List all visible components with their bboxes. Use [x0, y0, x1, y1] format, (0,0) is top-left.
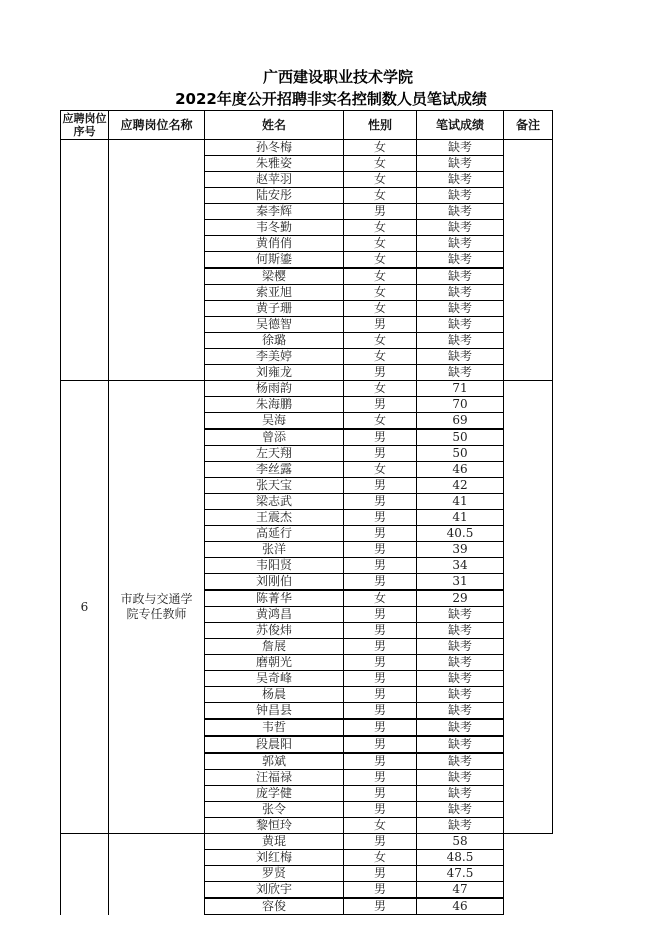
gender-cell: 男 — [344, 204, 417, 220]
name-cell: 容俊 — [205, 898, 344, 915]
header-remark: 备注 — [504, 111, 553, 140]
gender-cell: 女 — [344, 285, 417, 301]
table-header-row — [61, 111, 553, 140]
gender-cell: 男 — [344, 898, 417, 915]
name-cell: 刘红梅 — [205, 850, 344, 866]
score-cell: 缺考 — [417, 719, 504, 736]
score-cell: 缺考 — [417, 753, 504, 770]
score-cell: 缺考 — [417, 818, 504, 834]
gender-cell: 女 — [344, 349, 417, 365]
gender-cell: 男 — [344, 574, 417, 591]
gender-cell: 男 — [344, 397, 417, 413]
score-cell: 41 — [417, 494, 504, 510]
name-cell: 朱海鹏 — [205, 397, 344, 413]
score-cell: 47.5 — [417, 866, 504, 882]
name-cell: 朱雅姿 — [205, 156, 344, 172]
score-cell: 缺考 — [417, 252, 504, 269]
name-cell: 李丝露 — [205, 462, 344, 478]
gender-cell: 女 — [344, 268, 417, 285]
name-cell: 韦阳贤 — [205, 558, 344, 574]
gender-cell: 女 — [344, 301, 417, 317]
name-cell: 刘雍龙 — [205, 365, 344, 381]
table-row — [61, 381, 553, 397]
gender-cell: 男 — [344, 655, 417, 671]
remark-cell — [504, 834, 553, 915]
name-cell: 秦李辉 — [205, 204, 344, 220]
header-name: 姓名 — [205, 111, 344, 140]
score-cell: 缺考 — [417, 236, 504, 252]
score-cell: 46 — [417, 898, 504, 915]
table-body — [61, 140, 553, 915]
name-cell: 梁樱 — [205, 268, 344, 285]
gender-cell: 女 — [344, 220, 417, 236]
score-table — [60, 110, 553, 915]
score-cell: 缺考 — [417, 204, 504, 220]
name-cell: 詹展 — [205, 639, 344, 655]
gender-cell: 男 — [344, 639, 417, 655]
gender-cell: 女 — [344, 850, 417, 866]
gender-cell: 男 — [344, 317, 417, 333]
gender-cell: 男 — [344, 429, 417, 446]
name-cell: 黎恒玲 — [205, 818, 344, 834]
gender-cell: 男 — [344, 671, 417, 687]
name-cell: 张洋 — [205, 542, 344, 558]
score-cell: 缺考 — [417, 333, 504, 349]
gender-cell: 女 — [344, 381, 417, 397]
score-cell: 48.5 — [417, 850, 504, 866]
name-cell: 罗贤 — [205, 866, 344, 882]
gender-cell: 男 — [344, 494, 417, 510]
gender-cell: 男 — [344, 703, 417, 720]
name-cell: 黄鸿昌 — [205, 607, 344, 623]
score-cell: 42 — [417, 478, 504, 494]
document-title: 广西建设职业技术学院 — [262, 68, 413, 86]
gender-cell: 男 — [344, 558, 417, 574]
name-cell: 陆安彤 — [205, 188, 344, 204]
gender-cell: 女 — [344, 462, 417, 478]
score-cell: 50 — [417, 429, 504, 446]
gender-cell: 男 — [344, 834, 417, 850]
name-cell: 汪福禄 — [205, 770, 344, 786]
gender-cell: 女 — [344, 413, 417, 430]
name-cell: 吴奇峰 — [205, 671, 344, 687]
gender-cell: 男 — [344, 478, 417, 494]
name-cell: 苏俊炜 — [205, 623, 344, 639]
score-cell: 58 — [417, 834, 504, 850]
gender-cell: 男 — [344, 719, 417, 736]
name-cell: 郭斌 — [205, 753, 344, 770]
score-cell: 41 — [417, 510, 504, 526]
score-cell: 缺考 — [417, 172, 504, 188]
gender-cell: 女 — [344, 172, 417, 188]
name-cell: 何斯鎏 — [205, 252, 344, 269]
score-cell: 缺考 — [417, 188, 504, 204]
score-cell: 缺考 — [417, 268, 504, 285]
score-cell: 47 — [417, 882, 504, 899]
gender-cell: 女 — [344, 818, 417, 834]
gender-cell: 男 — [344, 446, 417, 462]
name-cell: 杨晨 — [205, 687, 344, 703]
position-name-cell — [109, 140, 205, 381]
gender-cell: 男 — [344, 736, 417, 753]
name-cell: 高延行 — [205, 526, 344, 542]
gender-cell: 男 — [344, 786, 417, 802]
name-cell: 韦哲 — [205, 719, 344, 736]
score-cell: 缺考 — [417, 349, 504, 365]
score-cell: 缺考 — [417, 285, 504, 301]
score-cell: 34 — [417, 558, 504, 574]
gender-cell: 女 — [344, 252, 417, 269]
header-gender: 性别 — [344, 111, 417, 140]
score-cell: 缺考 — [417, 140, 504, 156]
name-cell: 钟昌县 — [205, 703, 344, 720]
name-cell: 陈菁华 — [205, 590, 344, 607]
name-cell: 黄琨 — [205, 834, 344, 850]
header-position-no: 应聘岗位序号 — [62, 112, 107, 138]
gender-cell: 女 — [344, 188, 417, 204]
name-cell: 张天宝 — [205, 478, 344, 494]
gender-cell: 男 — [344, 526, 417, 542]
gender-cell: 男 — [344, 882, 417, 899]
score-cell: 缺考 — [417, 607, 504, 623]
document-subtitle: 2022年度公开招聘非实名控制数人员笔试成绩 — [175, 90, 487, 108]
name-cell: 孙冬梅 — [205, 140, 344, 156]
score-cell: 29 — [417, 590, 504, 607]
name-cell: 左天翔 — [205, 446, 344, 462]
score-cell: 40.5 — [417, 526, 504, 542]
name-cell: 庞学健 — [205, 786, 344, 802]
position-no-cell — [61, 834, 109, 915]
score-cell: 缺考 — [417, 220, 504, 236]
name-cell: 曾添 — [205, 429, 344, 446]
score-cell: 缺考 — [417, 655, 504, 671]
score-cell: 缺考 — [417, 703, 504, 720]
name-cell: 索亚旭 — [205, 285, 344, 301]
score-cell: 46 — [417, 462, 504, 478]
score-cell: 缺考 — [417, 623, 504, 639]
table-row — [61, 140, 553, 156]
name-cell: 张令 — [205, 802, 344, 818]
gender-cell: 男 — [344, 866, 417, 882]
score-cell: 69 — [417, 413, 504, 430]
header-score: 笔试成绩 — [417, 111, 504, 140]
gender-cell: 男 — [344, 753, 417, 770]
gender-cell: 女 — [344, 140, 417, 156]
name-cell: 黄俏俏 — [205, 236, 344, 252]
name-cell: 吴德智 — [205, 317, 344, 333]
gender-cell: 女 — [344, 236, 417, 252]
name-cell: 杨雨韵 — [205, 381, 344, 397]
name-cell: 刘刚伯 — [205, 574, 344, 591]
position-no-cell: 6 — [61, 381, 109, 834]
name-cell: 吴海 — [205, 413, 344, 430]
gender-cell: 男 — [344, 510, 417, 526]
name-cell: 李美婷 — [205, 349, 344, 365]
gender-cell: 男 — [344, 607, 417, 623]
name-cell: 刘欣宇 — [205, 882, 344, 899]
gender-cell: 男 — [344, 623, 417, 639]
score-cell: 缺考 — [417, 671, 504, 687]
name-cell: 韦冬勤 — [205, 220, 344, 236]
name-cell: 赵苹羽 — [205, 172, 344, 188]
name-cell: 徐璐 — [205, 333, 344, 349]
score-cell: 缺考 — [417, 365, 504, 381]
gender-cell: 男 — [344, 542, 417, 558]
score-cell: 70 — [417, 397, 504, 413]
gender-cell: 女 — [344, 333, 417, 349]
table-row — [61, 834, 553, 850]
name-cell: 黄子珊 — [205, 301, 344, 317]
score-cell: 缺考 — [417, 770, 504, 786]
score-cell: 缺考 — [417, 802, 504, 818]
remark-cell — [504, 381, 553, 834]
score-cell: 缺考 — [417, 639, 504, 655]
position-no-cell — [61, 140, 109, 381]
score-cell: 缺考 — [417, 687, 504, 703]
score-cell: 缺考 — [417, 736, 504, 753]
gender-cell: 男 — [344, 802, 417, 818]
name-cell: 梁志武 — [205, 494, 344, 510]
score-cell: 缺考 — [417, 786, 504, 802]
score-cell: 71 — [417, 381, 504, 397]
header-position-name: 应聘岗位名称 — [109, 111, 205, 140]
gender-cell: 女 — [344, 590, 417, 607]
score-cell: 缺考 — [417, 156, 504, 172]
gender-cell: 男 — [344, 687, 417, 703]
score-cell: 缺考 — [417, 317, 504, 333]
name-cell: 段晨阳 — [205, 736, 344, 753]
score-cell: 缺考 — [417, 301, 504, 317]
name-cell: 磨朝光 — [205, 655, 344, 671]
score-cell: 39 — [417, 542, 504, 558]
remark-cell — [504, 140, 553, 381]
position-name-cell: 市政与交通学 院专任教师 — [109, 381, 205, 834]
gender-cell: 女 — [344, 156, 417, 172]
gender-cell: 男 — [344, 365, 417, 381]
score-cell: 50 — [417, 446, 504, 462]
score-cell: 31 — [417, 574, 504, 591]
gender-cell: 男 — [344, 770, 417, 786]
name-cell: 王震杰 — [205, 510, 344, 526]
position-name-cell — [109, 834, 205, 915]
